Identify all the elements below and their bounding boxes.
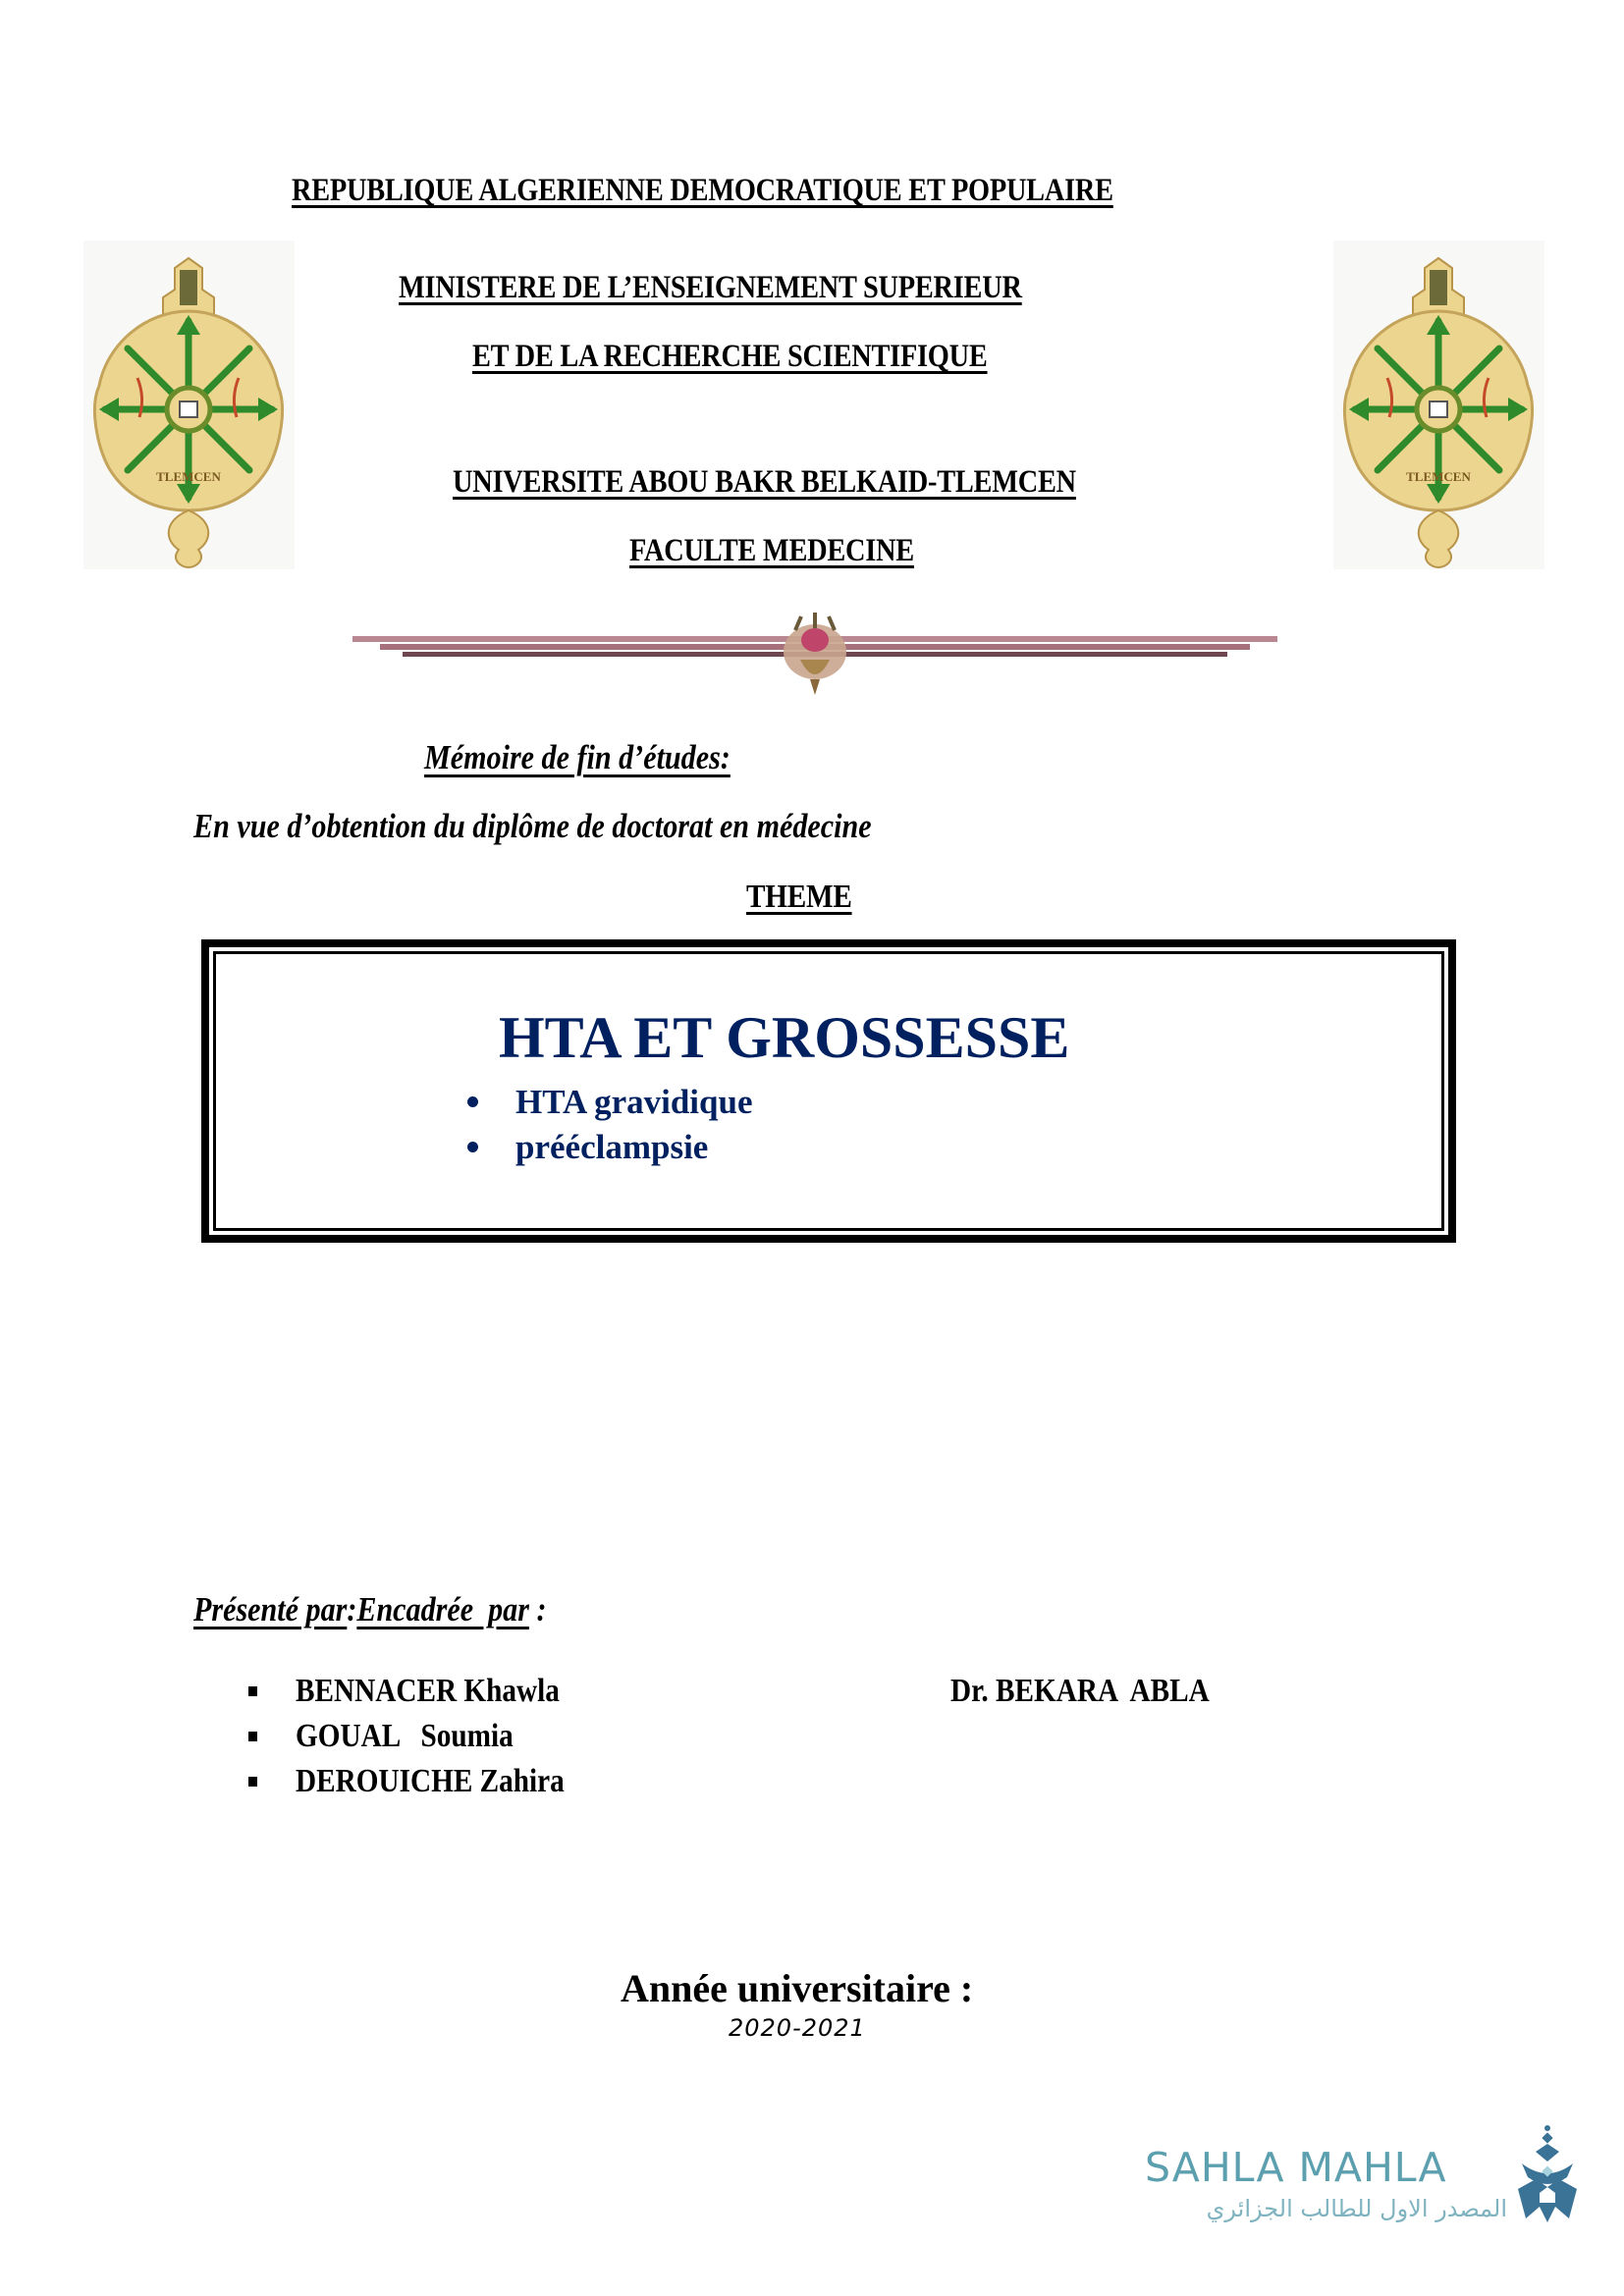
- thesis-title: HTA ET GROSSESSE: [499, 1005, 1070, 1070]
- colon-separator: :: [347, 1590, 357, 1629]
- student-item: BENNACER Khawla: [241, 1669, 608, 1714]
- bullet-dot-icon: [467, 1096, 478, 1107]
- sahla-mahla-watermark: [1139, 2130, 1581, 2238]
- memoire-purpose: En vue d’obtention du diplôme de doctorat en médecine: [193, 807, 872, 845]
- theme-box: [201, 939, 1456, 1243]
- square-bullet-icon: [248, 1732, 257, 1741]
- student-item: GOUAL Soumia: [241, 1714, 608, 1759]
- faculty-heading: FACULTE MEDECINE: [629, 533, 914, 568]
- svg-text:TLEMCEN: TLEMCEN: [1406, 469, 1471, 484]
- student-item: DEROUICHE Zahira: [241, 1759, 608, 1804]
- supervisor-name: Dr. BEKARA ABLA: [950, 1673, 1210, 1709]
- sahla-mahla-emblem-icon: [1514, 2124, 1581, 2230]
- ornament-crest-icon: [771, 611, 859, 699]
- supervised-by-label: Encadrée par: [356, 1590, 529, 1629]
- university-emblem-left: [83, 240, 295, 569]
- university-emblem-right: [1333, 240, 1544, 569]
- subtopic-item: prééclampsie: [460, 1125, 752, 1170]
- student-list: [241, 1669, 608, 1804]
- subtopic-list: [460, 1080, 752, 1170]
- memoire-label: Mémoire de fin d’études:: [424, 738, 731, 776]
- theme-label: THEME: [746, 879, 852, 915]
- credits-colon: :: [528, 1590, 547, 1629]
- ornamental-divider: [349, 628, 1281, 687]
- republic-heading: REPUBLIQUE ALGERIENNE DEMOCRATIQUE ET POPULAIRE: [292, 173, 1113, 208]
- credits-heading: [193, 1590, 546, 1629]
- presented-by-label: Présenté par: [193, 1590, 348, 1629]
- university-emblem-icon: [1333, 240, 1544, 569]
- university-emblem-icon: [83, 240, 295, 569]
- square-bullet-icon: [248, 1686, 257, 1696]
- ministry-heading-line1: MINISTERE DE L’ENSEIGNEMENT SUPERIEUR: [399, 270, 1022, 305]
- university-heading: UNIVERSITE ABOU BAKR BELKAID-TLEMCEN: [453, 464, 1076, 500]
- theme-box-inner-border: [213, 951, 1444, 1231]
- subtopic-item: HTA gravidique: [460, 1080, 752, 1125]
- square-bullet-icon: [248, 1777, 257, 1787]
- ministry-heading-line2: ET DE LA RECHERCHE SCIENTIFIQUE: [472, 339, 988, 374]
- watermark-brand: SAHLA MAHLA: [1145, 2144, 1447, 2191]
- watermark-tagline: المصدر الاول للطالب الجزائري: [1206, 2195, 1507, 2222]
- academic-year-label: Année universitaire :: [621, 1966, 974, 2010]
- svg-text:TLEMCEN: TLEMCEN: [156, 469, 221, 484]
- bullet-dot-icon: [467, 1142, 478, 1152]
- academic-year-value: 2020-2021: [729, 2014, 866, 2042]
